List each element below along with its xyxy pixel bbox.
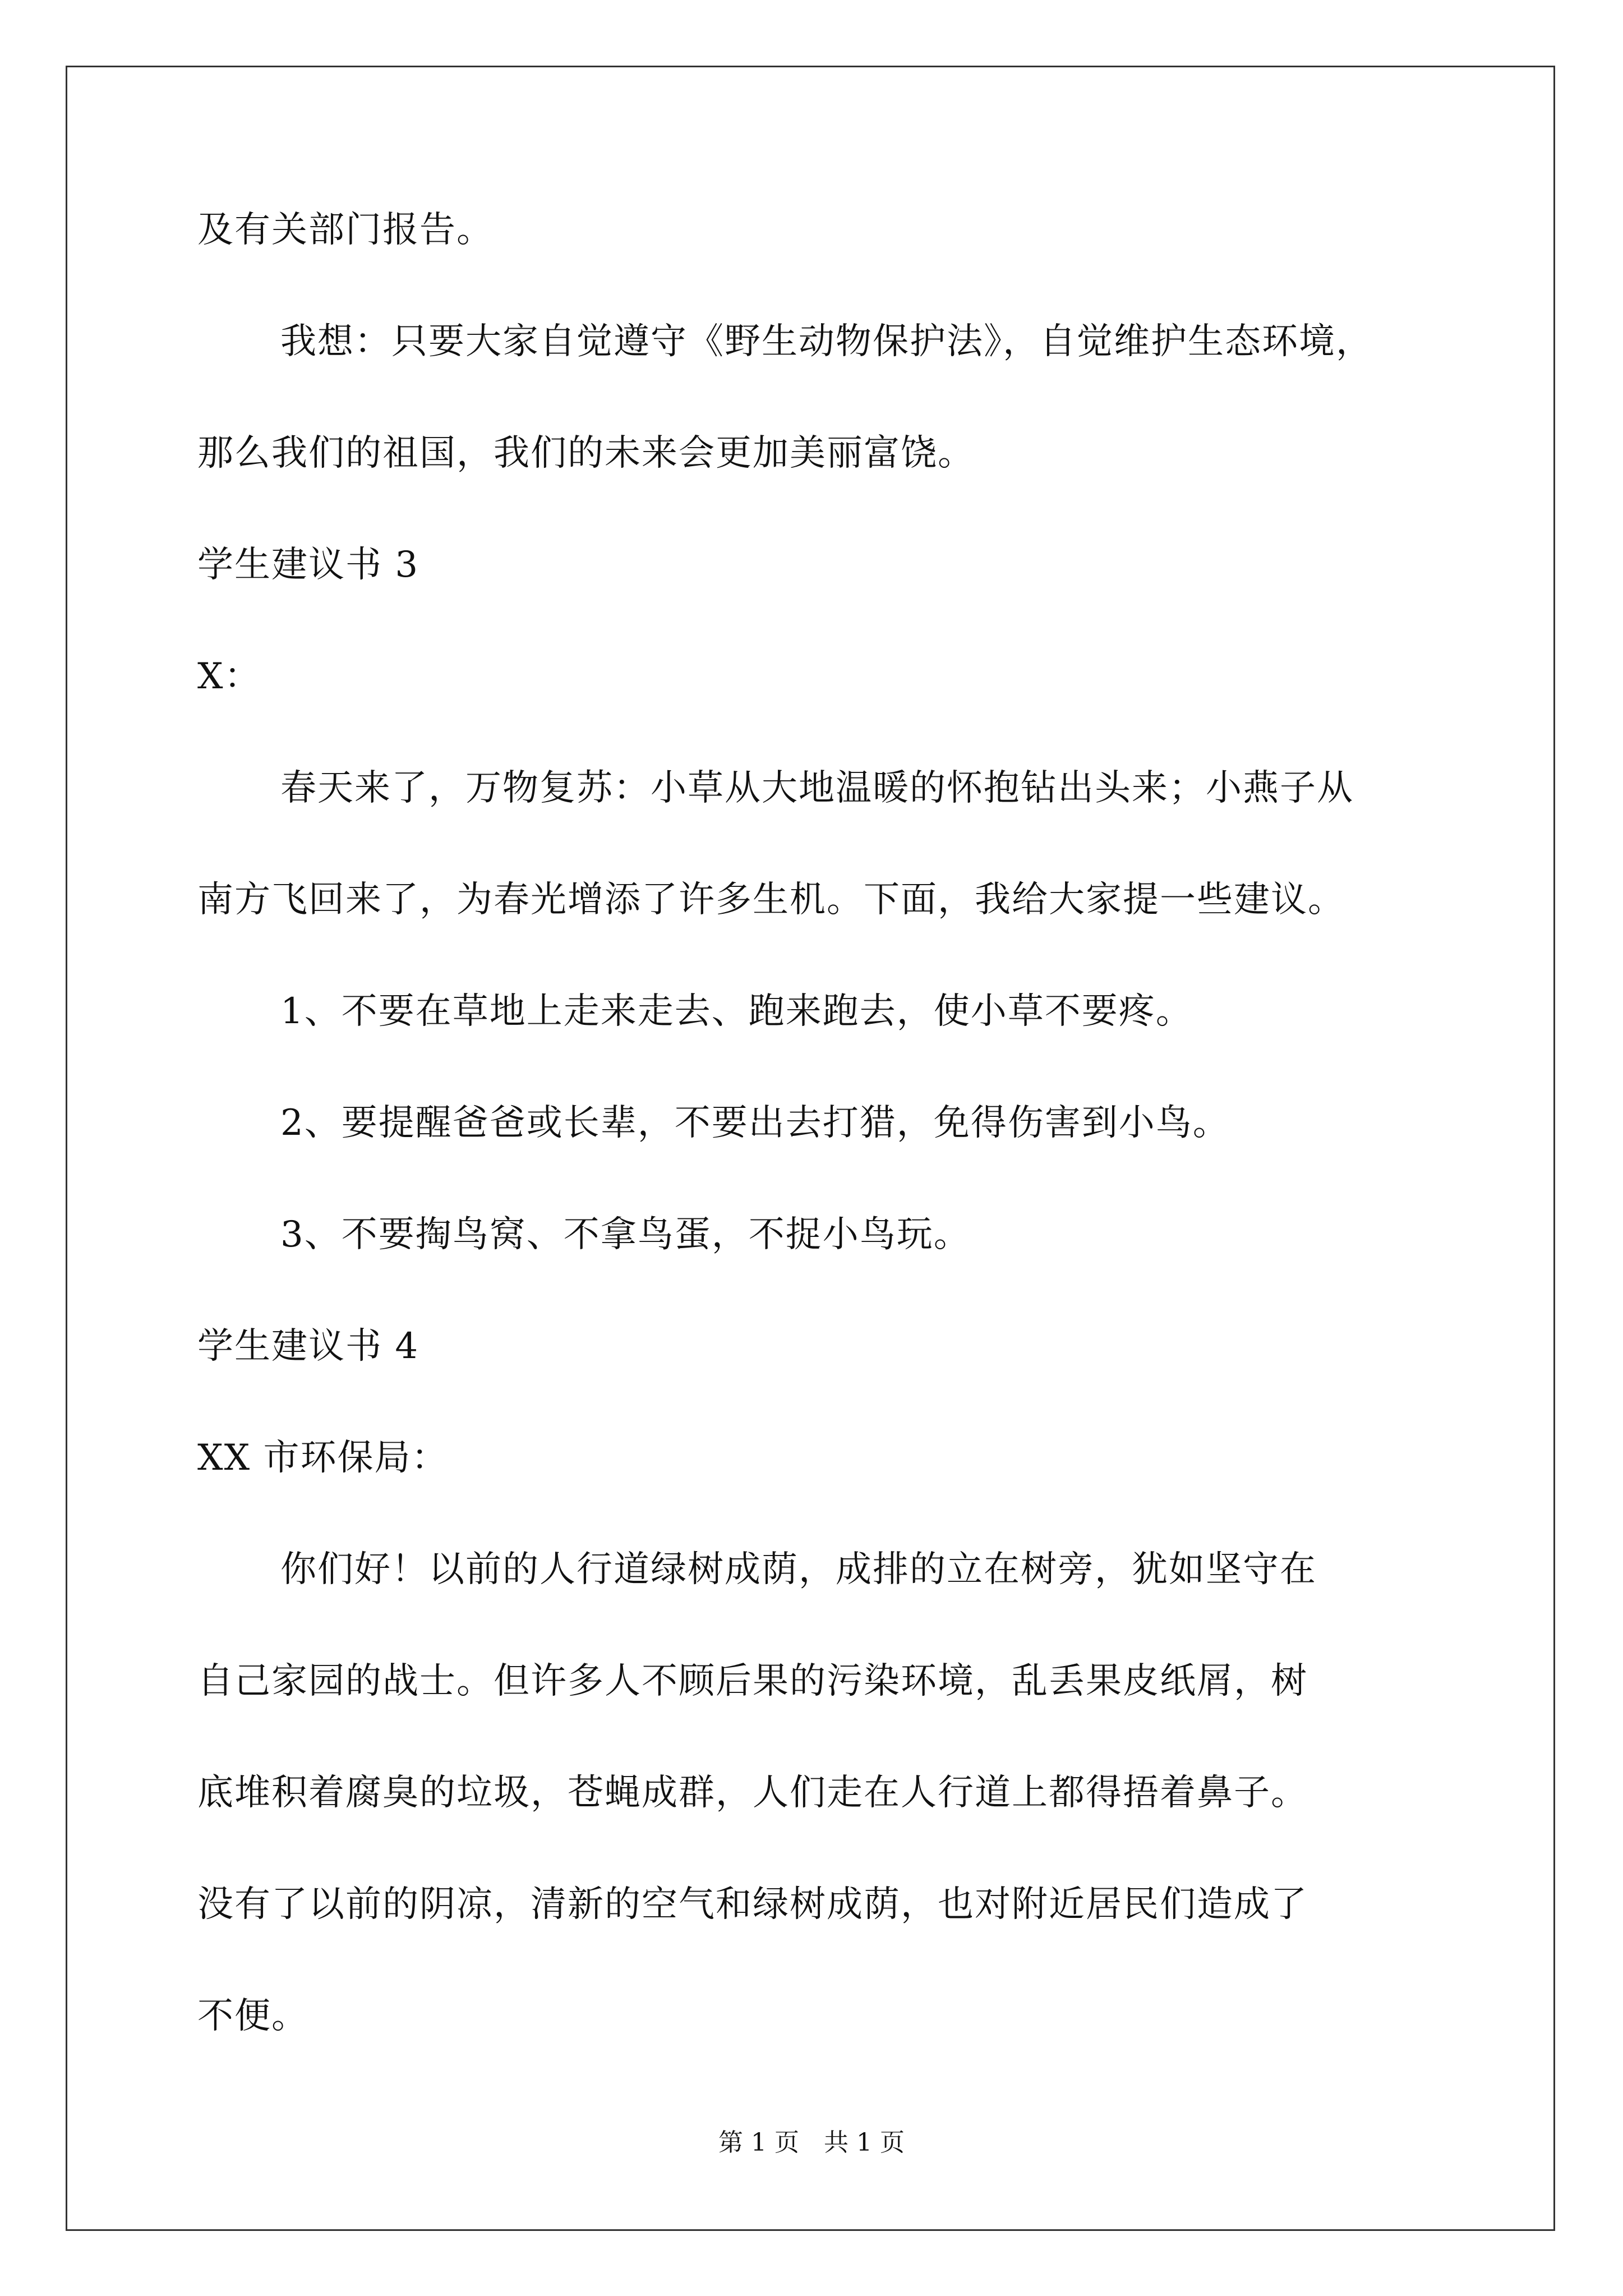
text-line: 南方飞回来了，为春光增添了许多生机。下面，我给大家提一些建议。 [197, 879, 1345, 921]
text-line: 不便。 [197, 1995, 308, 2037]
section-heading: 学生建议书 4 [197, 1326, 419, 1367]
text-line: 及有关部门报告。 [197, 209, 494, 251]
salutation: X： [197, 656, 261, 697]
page-footer: 第 1 页 共 1 页 [718, 2128, 905, 2157]
list-item: 3、不要掏鸟窝、不拿鸟蛋，不捉小鸟玩。 [280, 1214, 971, 1255]
text-line: 自己家园的战士。但许多人不顾后果的污染环境，乱丢果皮纸屑，树 [197, 1660, 1308, 1702]
text-line: 没有了以前的阴凉，清新的空气和绿树成荫，也对附近居民们造成了 [197, 1884, 1308, 1925]
paragraph-line: 你们好！以前的人行道绿树成荫，成排的立在树旁，犹如坚守在 [280, 1549, 1317, 1590]
paragraph-line: 春天来了，万物复苏：小草从大地温暖的怀抱钻出头来；小燕子从 [280, 767, 1354, 809]
text-line: 底堆积着腐臭的垃圾，苍蝇成群，人们走在人行道上都得捂着鼻子。 [197, 1772, 1308, 1814]
section-heading: 学生建议书 3 [197, 544, 419, 586]
salutation: XX 市环保局： [197, 1437, 449, 1479]
paragraph-line: 我想：只要大家自觉遵守《野生动物保护法》，自觉维护生态环境， [280, 321, 1373, 362]
text-line: 那么我们的祖国，我们的未来会更加美丽富饶。 [197, 432, 975, 474]
list-item: 1、不要在草地上走来走去、跑来跑去，使小草不要疼。 [280, 991, 1193, 1032]
list-item: 2、要提醒爸爸或长辈，不要出去打猎，免得伤害到小鸟。 [280, 1102, 1230, 1144]
